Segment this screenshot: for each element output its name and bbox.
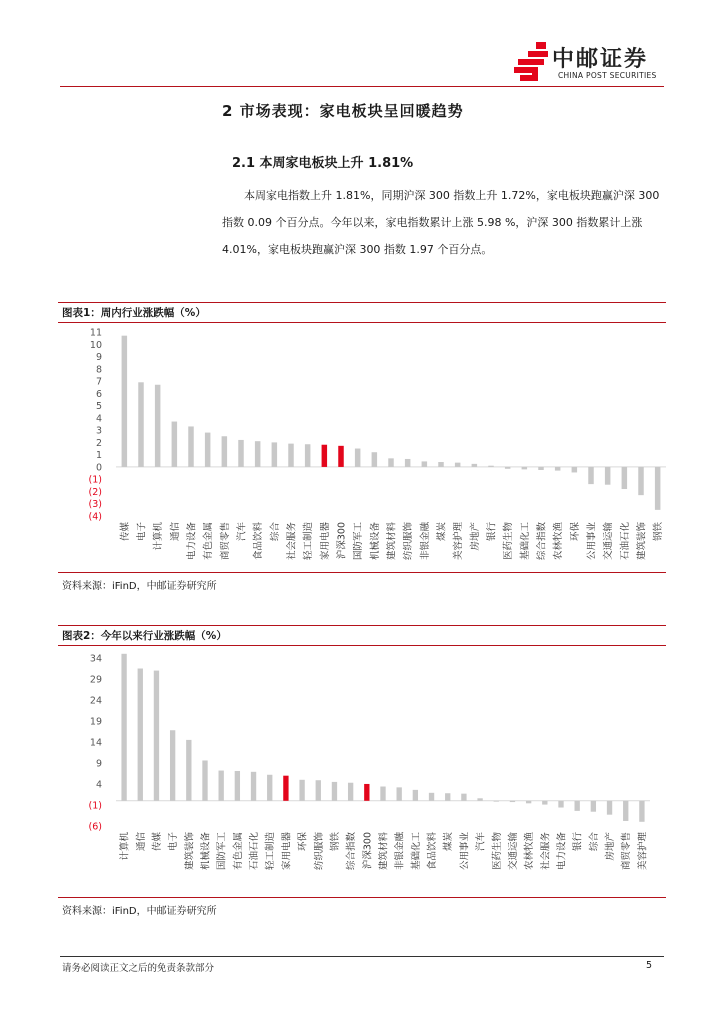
- bar-综合指数: [538, 467, 544, 470]
- x-tick-label: 汽车: [475, 832, 487, 852]
- x-tick-label: 非银金融: [394, 832, 406, 871]
- x-tick-label: 环保: [569, 522, 581, 542]
- x-tick-label: 综合指数: [346, 832, 358, 871]
- x-tick-label: 电力设备: [186, 522, 198, 561]
- bar-综合指数: [348, 783, 353, 801]
- x-tick-label: 交通运输: [507, 832, 519, 871]
- logo-mark-icon: [512, 40, 552, 84]
- x-tick-label: 计算机: [119, 832, 131, 861]
- figure2-title: 图表2：今年以来行业涨跌幅（%）: [62, 630, 227, 642]
- bar-国防军工: [219, 771, 224, 801]
- y-tick-label: 29: [89, 674, 102, 686]
- bar-轻工制造: [305, 444, 311, 467]
- bar-美容护理: [639, 801, 644, 822]
- chart-ytd-industry-returns: [60, 648, 668, 896]
- bar-机械设备: [202, 760, 207, 800]
- y-tick-label: 3: [95, 425, 102, 437]
- bar-汽车: [477, 798, 482, 801]
- y-tick-label: 7: [95, 376, 102, 388]
- y-tick-label: 14: [89, 737, 102, 749]
- x-tick-label: 综合: [269, 522, 281, 542]
- figure1-source: 资料来源：iFinD，中邮证券研究所: [62, 581, 217, 592]
- x-tick-label: 综合: [588, 832, 600, 852]
- y-tick-label: 5: [95, 401, 102, 413]
- x-tick-label: 石油石化: [249, 832, 261, 871]
- bar-社会服务: [542, 801, 547, 805]
- figure1-bottom-rule: [58, 572, 666, 573]
- x-tick-label: 食品饮料: [253, 522, 265, 561]
- y-tick-label: (3): [88, 499, 102, 511]
- bar-建筑材料: [380, 787, 385, 801]
- x-tick-label: 商贸零售: [621, 832, 633, 871]
- y-tick-label: 4: [95, 413, 102, 425]
- x-tick-label: 煤炭: [436, 522, 448, 542]
- figure2-top-rule: [58, 625, 666, 626]
- x-tick-label: 建筑材料: [386, 522, 398, 561]
- y-tick-label: 10: [89, 339, 102, 351]
- bar-计算机: [121, 654, 126, 801]
- bar-医药生物: [494, 801, 499, 802]
- bar-家用电器: [283, 776, 288, 801]
- figure2-source: 资料来源：iFinD，中邮证券研究所: [62, 906, 217, 917]
- bar-传媒: [122, 336, 128, 467]
- x-tick-label: 建筑装饰: [636, 522, 648, 561]
- y-tick-label: 19: [89, 716, 102, 728]
- x-tick-label: 建筑材料: [378, 832, 390, 871]
- company-logo: [512, 40, 552, 84]
- y-tick-label: 4: [95, 779, 102, 791]
- y-tick-label: (2): [88, 486, 102, 498]
- x-tick-label: 传媒: [151, 832, 163, 852]
- bar-建筑材料: [388, 458, 394, 467]
- bar-有色金属: [235, 771, 240, 801]
- x-tick-label: 房地产: [469, 522, 481, 551]
- y-tick-label: 1: [95, 450, 102, 462]
- x-tick-label: 综合指数: [536, 522, 548, 561]
- x-tick-label: 纺织服饰: [313, 832, 325, 871]
- x-tick-label: 汽车: [236, 522, 248, 542]
- x-tick-label: 房地产: [605, 832, 617, 861]
- y-tick-label: 6: [95, 388, 102, 400]
- x-tick-label: 计算机: [153, 522, 165, 551]
- y-tick-label: 2: [95, 437, 102, 449]
- x-tick-label: 公用事业: [586, 522, 598, 561]
- bar-石油石化: [251, 772, 256, 801]
- bar-轻工制造: [267, 775, 272, 801]
- y-tick-label: 9: [95, 352, 102, 364]
- bar-非银金融: [397, 787, 402, 800]
- x-tick-label: 公用事业: [459, 832, 471, 871]
- bar-交通运输: [510, 801, 515, 802]
- bar-钢铁: [655, 467, 661, 510]
- x-tick-label: 纺织服饰: [403, 522, 415, 561]
- y-tick-label: 8: [95, 364, 102, 376]
- bar-电子: [170, 730, 175, 801]
- x-tick-label: 钢铁: [329, 832, 341, 852]
- x-tick-label: 基础化工: [410, 832, 422, 871]
- x-tick-label: 美容护理: [637, 832, 649, 871]
- bar-基础化工: [413, 790, 418, 801]
- bar-通信: [138, 669, 143, 801]
- footer-divider: [60, 956, 664, 957]
- bar-综合: [591, 801, 596, 812]
- x-tick-label: 农林牧渔: [524, 832, 536, 871]
- figure1-title-rule: [58, 322, 666, 323]
- x-tick-label: 通信: [135, 832, 147, 852]
- bar-医药生物: [505, 467, 511, 469]
- x-tick-label: 社会服务: [286, 522, 298, 561]
- x-tick-label: 有色金属: [232, 832, 244, 871]
- x-tick-label: 银行: [572, 832, 584, 852]
- figure2-bottom-rule: [58, 897, 666, 898]
- bar-沪深300: [338, 446, 344, 467]
- x-tick-label: 电子: [136, 522, 148, 542]
- bar-煤炭: [445, 793, 450, 801]
- bar-计算机: [155, 385, 161, 467]
- bar-公用事业: [588, 467, 594, 484]
- bar-综合: [272, 442, 278, 467]
- bar-沪深300: [364, 784, 369, 801]
- chart-weekly-industry-returns: [60, 324, 668, 572]
- bar-农林牧渔: [555, 467, 561, 471]
- y-tick-label: 11: [89, 327, 102, 339]
- bar-公用事业: [461, 794, 466, 801]
- x-tick-label: 沪深300: [336, 522, 348, 560]
- x-tick-label: 机械设备: [369, 522, 381, 561]
- bar-有色金属: [205, 433, 211, 467]
- footer-disclaimer: 请务必阅读正文之后的免责条款部分: [62, 963, 215, 974]
- x-tick-label: 银行: [486, 522, 498, 542]
- x-tick-label: 商贸零售: [219, 522, 231, 561]
- y-tick-label: (6): [88, 821, 102, 833]
- x-tick-label: 医药生物: [503, 522, 515, 561]
- x-tick-label: 石油石化: [619, 522, 631, 561]
- bar-商贸零售: [623, 801, 628, 821]
- x-tick-label: 社会服务: [540, 832, 552, 871]
- x-tick-label: 建筑装饰: [184, 832, 196, 871]
- x-tick-label: 国防军工: [216, 832, 228, 871]
- bar-环保: [572, 467, 578, 473]
- bar-商贸零售: [222, 436, 228, 467]
- bar-通信: [172, 422, 178, 467]
- y-tick-label: 9: [95, 758, 102, 770]
- x-tick-label: 国防军工: [353, 522, 365, 561]
- x-tick-label: 机械设备: [200, 832, 212, 871]
- bar-煤炭: [438, 462, 444, 467]
- x-tick-label: 传媒: [119, 522, 131, 542]
- bar-交通运输: [605, 467, 611, 485]
- section-title: 2 市场表现：家电板块呈回暖趋势: [222, 102, 464, 120]
- x-tick-label: 通信: [169, 522, 181, 542]
- y-tick-label: 34: [89, 653, 102, 665]
- bar-电力设备: [558, 801, 563, 808]
- body-paragraph: [222, 182, 666, 263]
- x-tick-label: 交通运输: [603, 522, 615, 561]
- x-tick-label: 医药生物: [491, 832, 503, 871]
- bar-美容护理: [455, 463, 461, 467]
- bar-基础化工: [522, 467, 528, 469]
- bar-环保: [299, 780, 304, 801]
- bar-钢铁: [332, 782, 337, 801]
- bar-食品饮料: [429, 793, 434, 801]
- x-tick-label: 轻工制造: [303, 522, 315, 561]
- figure1-top-rule: [58, 302, 666, 303]
- x-tick-label: 电力设备: [556, 832, 568, 871]
- bar-建筑装饰: [638, 467, 644, 495]
- x-tick-label: 农林牧渔: [553, 522, 565, 561]
- y-tick-label: (1): [88, 800, 102, 812]
- x-tick-label: 环保: [297, 832, 309, 852]
- bar-纺织服饰: [316, 780, 321, 801]
- y-tick-label: 24: [89, 695, 102, 707]
- x-tick-label: 家用电器: [319, 522, 331, 561]
- x-tick-label: 煤炭: [443, 832, 455, 852]
- bar-机械设备: [372, 452, 378, 467]
- bar-汽车: [238, 440, 244, 467]
- x-tick-label: 家用电器: [281, 832, 293, 871]
- x-tick-label: 基础化工: [519, 522, 531, 561]
- bar-银行: [488, 466, 494, 467]
- y-tick-label: (4): [88, 511, 102, 523]
- x-tick-label: 电子: [168, 832, 180, 852]
- bar-家用电器: [322, 445, 328, 467]
- bar-纺织服饰: [405, 459, 411, 467]
- x-tick-label: 沪深300: [362, 832, 374, 870]
- page-number: 5: [646, 960, 653, 971]
- bar-非银金融: [422, 461, 428, 467]
- figure2-title-rule: [58, 645, 666, 646]
- x-tick-label: 钢铁: [653, 522, 665, 542]
- header-divider: [60, 86, 664, 87]
- x-tick-label: 美容护理: [453, 522, 465, 561]
- bar-房地产: [607, 801, 612, 815]
- paragraph-text: 本周家电指数上升 1.81%，同期沪深 300 指数上升 1.72%，家电板块跑赢沪深 300 指数 0.09 个百分点。今年以来，家电指数累计上涨 5.98 %，沪深 300 指数累计上涨 4.01%，家电板块跑赢沪深 300 指数 1.97 个百分点。: [222, 189, 660, 256]
- logo-text-en: CHINA POST SECURITIES: [558, 71, 657, 80]
- y-tick-label: (1): [88, 474, 102, 486]
- bar-国防军工: [355, 449, 361, 467]
- bar-石油石化: [622, 467, 628, 489]
- bar-电力设备: [188, 426, 194, 466]
- subsection-title: 2.1 本周家电板块上升 1.81%: [232, 156, 414, 171]
- x-tick-label: 轻工制造: [265, 832, 277, 871]
- bar-食品饮料: [255, 441, 261, 467]
- figure1-title: 图表1：周内行业涨跌幅（%）: [62, 307, 206, 319]
- bar-房地产: [472, 464, 478, 467]
- x-tick-label: 非银金融: [419, 522, 431, 561]
- x-tick-label: 食品饮料: [427, 832, 439, 871]
- bar-电子: [138, 382, 144, 467]
- x-tick-label: 有色金属: [203, 522, 215, 561]
- logo-text-cn: 中邮证券: [552, 47, 649, 72]
- bar-社会服务: [288, 444, 294, 467]
- bar-传媒: [154, 671, 159, 801]
- y-tick-label: 0: [95, 462, 102, 474]
- bar-银行: [575, 801, 580, 811]
- bar-农林牧渔: [526, 801, 531, 804]
- bar-建筑装饰: [186, 740, 191, 801]
